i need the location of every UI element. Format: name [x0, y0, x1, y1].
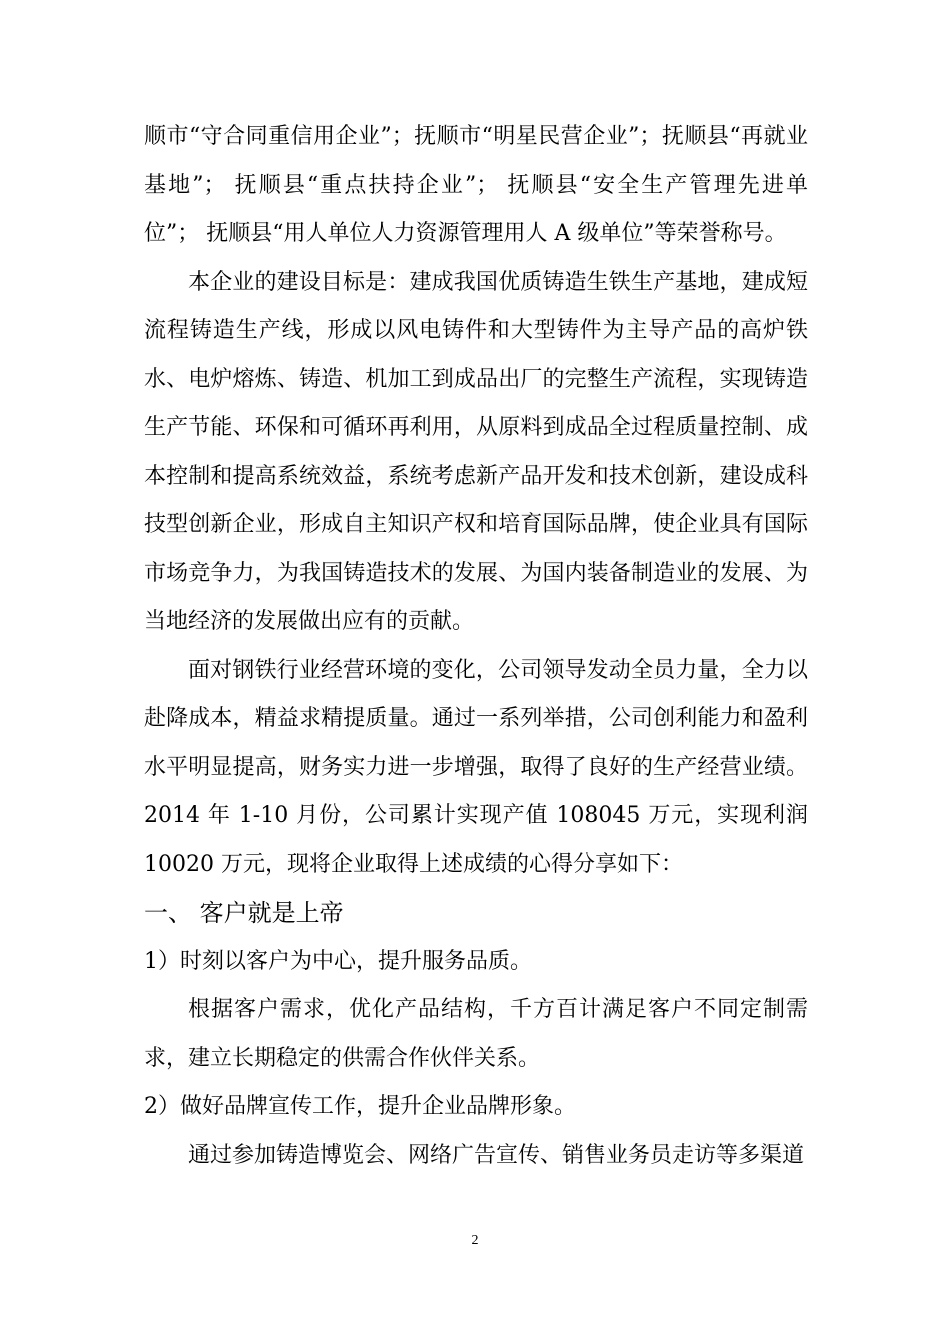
paragraph-honors: 顺市“守合同重信用企业”；抚顺市“明星民营企业”；抚顺县“再就业基地”； 抚顺县“重点扶持企业”； 抚顺县“安全生产管理先进单位”； 抚顺县“用人单位人力资源管理用人 A 级单位”等荣誉称号。 [144, 124, 808, 246]
subheading-customer-centric: 1）时刻以客户为中心，提升服务品质。 [144, 948, 532, 974]
paragraph-customer-needs: 根据客户需求，优化产品结构，千方百计满足客户不同定制需求，建立长期稳定的供需合作伙伴关系。 [144, 997, 808, 1071]
paragraph-construction-goals: 本企业的建设目标是：建成我国优质铸造生铁生产基地，建成短流程铸造生产线，形成以风电铸件和大型铸件为主导产品的高炉铁水、电炉熔炼、铸造、机加工到成品出厂的完整生产流程，实现铸造生产节能、环保和可循环再利用，从原料到成品全过程质量控制、成本控制和提高系统效益，系统考虑新产品开发和技术创新，建设成科技型创新企业，形成自主知识产权和培育国际品牌，使企业具有国际市场竞争力，为我国铸造技术的发展、为国内装备制造业的发展、为当地经济的发展做出应有的贡献。 [144, 269, 808, 634]
subheading-brand-promotion: 2）做好品牌宣传工作，提升企业品牌形象。 [144, 1094, 576, 1119]
paragraph-brand-channels: 通过参加铸造博览会、网络广告宣传、销售业务员走访等多渠道 [188, 1142, 805, 1168]
page-number: 2 [471, 1233, 479, 1248]
paragraph-business-performance: 面对钢铁行业经营环境的变化，公司领导发动全员力量，全力以赴降成本，精益求精提质量。通过一系列举措，公司创利能力和盈利水平明显提高，财务实力进一步增强，取得了良好的生产经营业绩。2014 年 1-10 月份，公司累计实现产值 108045 万元，实现利润 10020 万元，现将企业取得上述成绩的心得分享如下： [144, 657, 808, 877]
document-body [144, 113, 808, 1180]
section-heading-customer: 一、 客户就是上帝 [144, 899, 344, 927]
